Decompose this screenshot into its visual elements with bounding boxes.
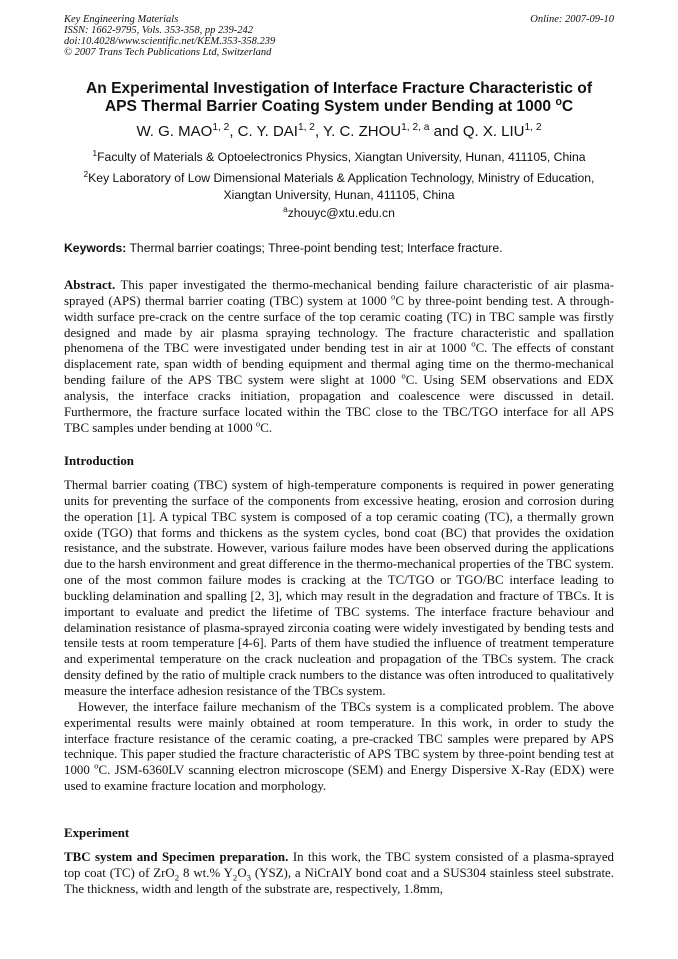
abstract-label: Abstract.	[64, 278, 116, 292]
abstract-text: C by three-point bending test. A through-width surface pre-crack on the centre surface of the top ceramic coating (TC) in TBC sample was firstly designed and made by air plasma spraying technology. The fracture characteristic and spallation phenomena of the TBC were investigated under bending test in air at 1000	[64, 293, 614, 356]
author-name: Q. X. LIU	[462, 123, 525, 140]
paragraph-text: (YSZ), a NiCrAlY bond coat and a SUS304 stainless steel substrate. The thickness, width and length of the substrate are, respectively, 1.8mm,	[64, 865, 615, 896]
affiliation-mark: 2	[83, 168, 89, 179]
author-list	[40, 123, 638, 141]
paragraph-text: O	[237, 865, 247, 880]
paragraph-text: 8 wt.% Y	[179, 865, 233, 880]
abstract-text: C. Using SEM observations and EDX analysis, the interface cracks initiation, propagation and coalescence were discussed in detail. Furthermore, the fracture surface located within the TBC close to the TBC/TGO interface for all APS TBC samples under bending at 1000	[64, 373, 614, 435]
author	[323, 123, 429, 140]
affiliation-mark: 1	[92, 147, 98, 158]
degree-mark: o	[255, 418, 261, 429]
degree-mark: o	[94, 760, 99, 771]
abstract-text: This paper investigated the thermo-mechanical bending failure characteristic of air plasma-sprayed (APS) thermal barrier coating (TBC) system at 1000	[64, 278, 614, 308]
experiment-body	[64, 850, 614, 898]
introduction-body	[64, 478, 614, 795]
online-date: Online: 2007-09-10	[530, 14, 614, 25]
keywords-label: Keywords:	[64, 241, 127, 255]
author-affiliation-mark: 1, 2	[524, 122, 542, 133]
affiliation-2-line-2: Xiangtan University, Hunan, 411105, China	[223, 188, 455, 202]
degree-mark: o	[471, 339, 476, 350]
author-name: W. G. MAO	[136, 123, 213, 140]
author-name: Y. C. ZHOU	[323, 123, 402, 140]
introduction-paragraph-1: Thermal barrier coating (TBC) system of high-temperature components is required in power generating units for preventing the surface of the components from excessive heating, erosion and corrosion during the operation [1]. A typical TBC system is composed of a top ceramic coating (TC), a thermally grown oxide (TGO) that forms and thickens as the system cycles, bond coat (BC) that provides the oxidation resistance, and the substrate. However, various failure modes have been observed during the applications due to the harsh environment and great difference in the thermo-mechanical properties of the TBC system. one of the most common failure modes is cracking at the TC/TGO or TGO/BC interface leading to buckling delamination and spalling [2, 3], which may result in the degradation and fracture of TBCs. It is important to evaluate and predict the lifetime of TBC systems. The interface fracture behaviour and delamination resistance of plasma-sprayed zirconia coating were widely investigated by bending tests and tensile tests at room temperature [4-6]. Parts of them have studied the influence of treatment temperature and experimental temperature on the crack nucleation and propagation of the TBCs system. The crack density defined by the ratio of multiple crack numbers to the distance was often introduced to qualitatively measure the interface adhesion resistance of the TBCs system.	[64, 478, 614, 698]
paragraph-text: In this work, the TBC system consisted of a plasma-sprayed top coat (TC) of ZrO	[64, 850, 614, 880]
author-separator: ,	[229, 123, 238, 140]
journal-name: Key Engineering Materials	[64, 14, 179, 25]
affiliation-2-line-1	[60, 170, 618, 187]
affiliation-text: Key Laboratory of Low Dimensional Materials & Application Technology, Ministry of Education,	[88, 171, 595, 185]
author	[463, 123, 542, 140]
author-name: C. Y. DAI	[237, 123, 298, 140]
author-affiliation-mark: 1, 2	[297, 122, 315, 133]
keywords	[64, 240, 614, 256]
degree-mark: o	[390, 291, 396, 302]
subscript: 3	[246, 872, 252, 883]
abstract-text: C. The effects of constant displacement rate, span width of bending equipment and thermal aging time on the thermo-mechanical bending failure of the APS TBC system were slight at 1000	[64, 341, 614, 388]
author	[136, 123, 229, 140]
title-line-1: An Experimental Investigation of Interface Fracture Characteristic of	[85, 80, 593, 97]
subscript: 2	[232, 872, 238, 883]
abstract	[64, 278, 614, 436]
affiliation-text: Faculty of Materials & Optoelectronics Physics, Xiangtan University, Hunan, 411105, China	[97, 150, 586, 164]
introduction-paragraph-2	[64, 700, 614, 795]
paragraph-text: However, the interface failure mechanism of the TBCs system is a complicated problem. The above experimental results were mainly obtained at room temperature. In this work, in order to study the interface fracture resistance of the ceramic coating, a pre-cracked TBC samples were prepared by APS technique. This paper studied the fracture characteristic of APS TBC system by three-point bending test at 1000	[64, 699, 614, 778]
author	[238, 123, 315, 140]
corresponding-email	[60, 205, 618, 222]
paragraph-text: C. JSM-6360LV scanning electron microscope (SEM) and Energy Dispersive X-Ray (EDX) were used to examine fracture location and morphology.	[64, 763, 614, 794]
paper-title	[40, 80, 638, 116]
issn-line: ISSN: 1662-9795, Vols. 353-358, pp 239-242	[64, 25, 253, 36]
email-address[interactable]: zhouyc@xtu.edu.cn	[287, 206, 395, 220]
degree-mark: o	[555, 95, 562, 108]
degree-mark: o	[401, 370, 406, 381]
title-line-2-unit: C	[561, 98, 574, 115]
author-affiliation-mark: 1, 2	[212, 122, 230, 133]
title-line-2	[40, 95, 638, 116]
experiment-heading: Experiment	[64, 826, 130, 840]
author-separator: ,	[314, 123, 324, 140]
author-separator: and	[429, 123, 463, 140]
author-affiliation-mark: 1, 2, a	[401, 122, 430, 133]
doi-line: doi:10.4028/www.scientific.net/KEM.353-358.239	[64, 36, 276, 47]
keywords-text: Thermal barrier coatings; Three-point bending test; Interface fracture.	[126, 241, 503, 255]
abstract-text: C.	[260, 420, 273, 435]
email-mark: a	[283, 203, 288, 214]
copyright-line: © 2007 Trans Tech Publications Ltd, Switzerland	[64, 47, 272, 58]
journal-info	[64, 14, 275, 58]
affiliation-2	[60, 170, 618, 204]
subsection-label: TBC system and Specimen preparation.	[64, 850, 289, 864]
affiliation-1	[60, 149, 618, 166]
introduction-heading: Introduction	[64, 454, 134, 468]
title-line-2-text: APS Thermal Barrier Coating System under Bending at 1000	[104, 98, 556, 115]
subscript: 2	[174, 872, 180, 883]
